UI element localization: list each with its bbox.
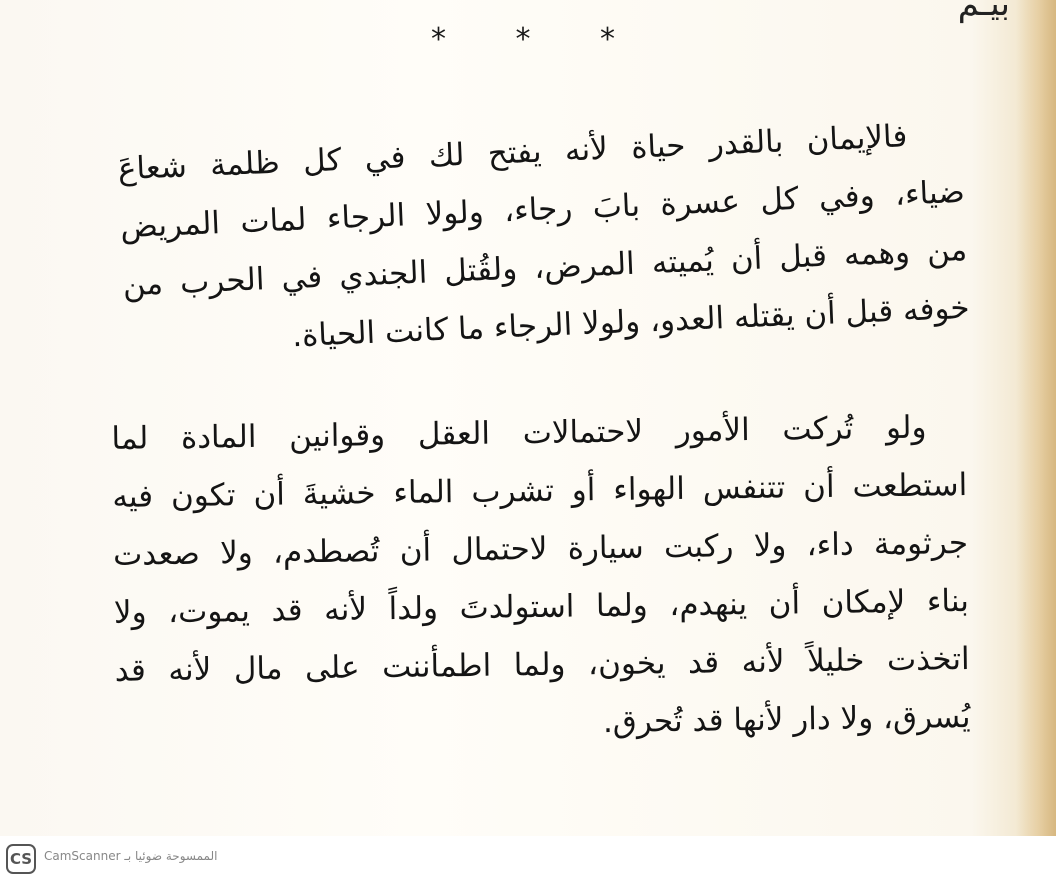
paragraph-line: اتخذت خليلاً لأنه قد يخون، ولما اطمأننت على مال لأنه قد (114, 640, 970, 689)
scanner-watermark-caption: الممسوحة ضوئيا بـ CamScanner (44, 849, 218, 863)
paragraph-line: ضياء، وفي كل عسرة بابَ رجاء، ولولا الرجاء لمات المريض (119, 173, 966, 246)
paragraph-line: جرثومة داء، ولا ركبت سيارة لاحتمال أن تُصطدم، ولا صعدت (112, 524, 969, 573)
paragraph-line: يُسرق، ولا دار لأنها قد تُحرق. (602, 698, 971, 741)
paragraph-line: بناء لإمكان أن ينهدم، ولما استولدتَ ولداً لأنه قد يموت، ولا (113, 582, 970, 631)
section-ornament: * * * (430, 22, 646, 57)
paragraph-line: استطعت أن تتنفس الهواء أو تشرب الماء خشيةَ أن تكون فيه (112, 466, 968, 515)
paragraph-line: ولو تُركت الأمور لاحتمالات العقل وقوانين المادة لما (111, 409, 927, 457)
camscanner-logo-icon: CS (6, 844, 36, 874)
paragraph-line: خوفه قبل أن يقتله العدو، ولولا الرجاء ما كانت الحياة. (291, 289, 971, 355)
scanner-footer (0, 836, 1056, 881)
page-edge-shadow (1016, 0, 1056, 836)
paragraph-line: من وهمه قبل أن يُميته المرض، ولقُتل الجندي في الحرب من (122, 231, 968, 304)
page-corner-mark: بيـم (957, 0, 1010, 24)
paragraph-2 (111, 398, 971, 758)
paragraph-line: فالإيمان بالقدر حياة لأنه يفتح لك في كل ظلمة شعاعَ (117, 118, 909, 188)
paragraph-1 (117, 105, 971, 372)
